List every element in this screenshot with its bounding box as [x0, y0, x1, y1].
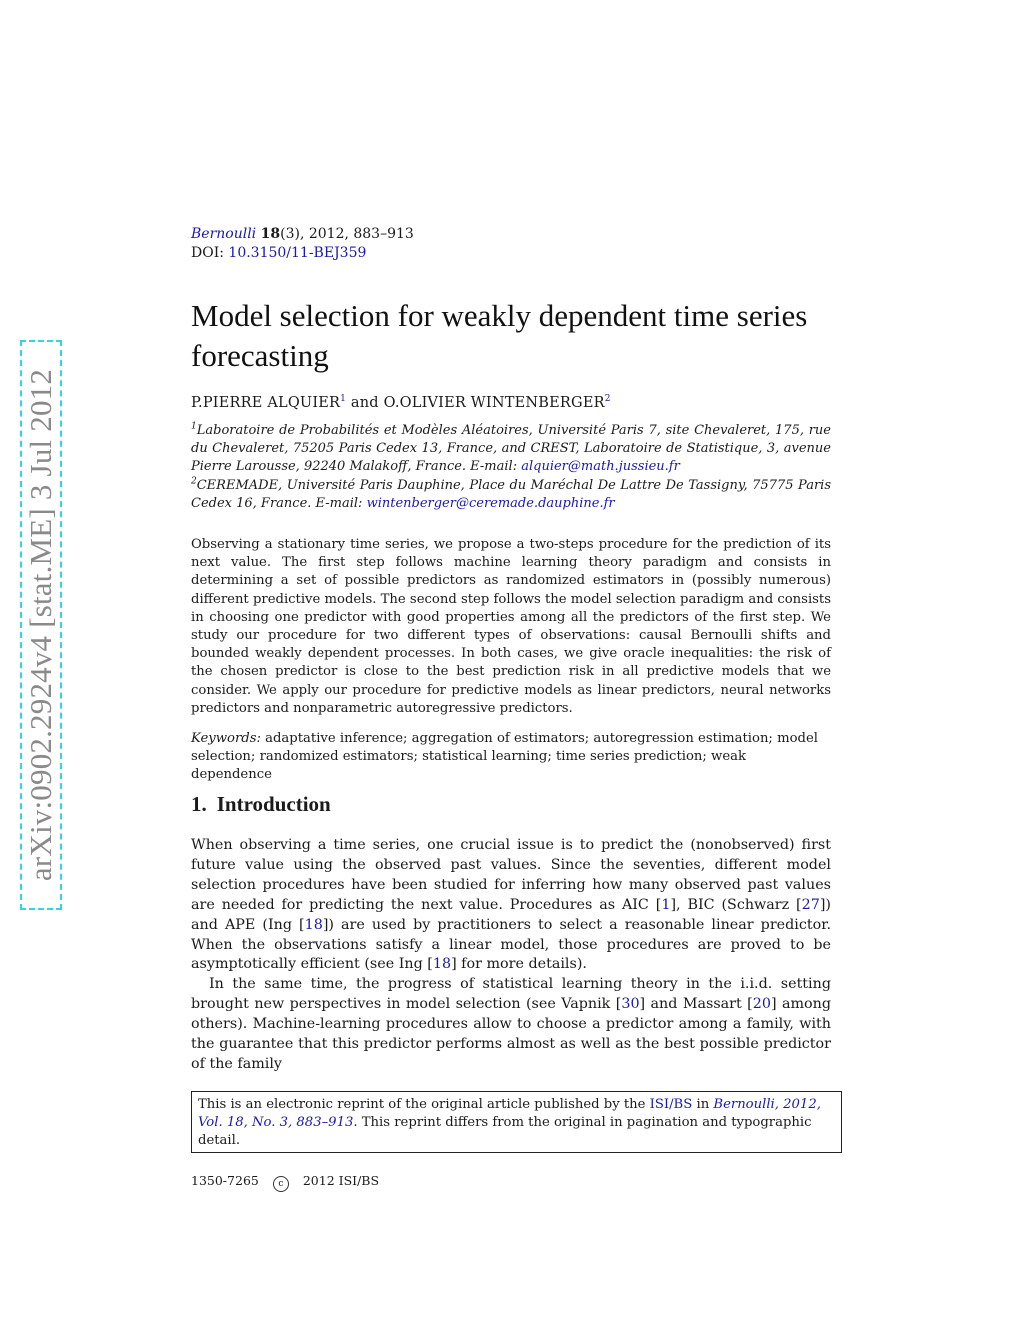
paragraph-text: In the same time, the progress of statistical learning theory in the i.i.d. setting brought new perspectives in model selection (see Vapnik [: [191, 976, 831, 1013]
paragraph-text: When observing a time series, one crucial issue is to predict the (nonobserved) first future value using the observed past values. Since the seventies, different model selection procedures have been studied for inferring how many observed past values are needed for predicting the next value. Procedures as AIC [: [191, 837, 831, 913]
affiliation-text: CEREMADE, Université Paris Dauphine, Place du Maréchal De Lattre De Tassigny, 75775 Paris Cedex 16, France. E-mail:: [191, 477, 831, 511]
doi-link[interactable]: 10.3150/11-BEJ359: [228, 245, 367, 261]
author-name: P.PIERRE ALQUIER: [191, 395, 341, 411]
reprint-text: . This reprint differs from the original in pagination and typographic detail.: [198, 1115, 812, 1149]
intro-paragraph-1: [191, 836, 831, 975]
citation-link[interactable]: 30: [621, 996, 640, 1013]
paper-title: Model selection for weakly dependent time series forecasting: [191, 298, 808, 373]
citation-link[interactable]: 27: [801, 896, 820, 913]
affiliation-2: [191, 477, 831, 513]
paragraph-text: ], BIC (Schwarz [: [670, 896, 802, 913]
citation-link[interactable]: 18: [304, 916, 323, 933]
journal-citation: [191, 224, 414, 244]
author-conjunction: and: [350, 395, 379, 411]
citation-link[interactable]: 18: [432, 956, 452, 973]
publisher-link[interactable]: ISI/BS: [649, 1097, 693, 1112]
keywords: [191, 730, 831, 785]
affiliation-number: 2: [191, 476, 197, 487]
introduction-body: [191, 836, 831, 1075]
original-article-link[interactable]: Bernoulli, 2012, Vol. 18, No. 3, 883–913: [198, 1097, 821, 1131]
affiliation-ref[interactable]: 1: [340, 394, 347, 405]
email-link[interactable]: alquier@math.jussieu.fr: [521, 459, 680, 475]
arxiv-identifier: arXiv:0902.2924v4 [stat.ME] 3 Jul 2012: [23, 368, 58, 882]
affiliation-ref[interactable]: 2: [604, 394, 611, 405]
abstract: Observing a stationary time series, we propose a two-steps procedure for the prediction of its next value. The first step follows machine learning theory paradigm and consists in determining a set of possible predictors as randomized estimators in (possibly numerous) different predictive models. The second step follows the model selection paradigm and consists in choosing one predictor with good properties among all the predictors of the first step. We study our procedure for two different types of observations: causal Bernoulli shifts and bounded weakly dependent processes. In both cases, we give oracle inequalities: the risk of the chosen predictor is close to the best prediction risk in all predictive models that we consider. We apply our procedure for predictive models as linear predictors, neural networks predictors and nonparametric autoregressive predictors.: [191, 537, 831, 716]
paragraph-text: ]) and APE (Ing [: [191, 896, 831, 933]
journal-issue-pages: (3), 2012, 883–913: [280, 226, 414, 242]
journal-volume: 18: [260, 226, 281, 242]
journal-name-link[interactable]: Bernoulli: [191, 226, 257, 242]
section-number: 1.: [191, 792, 207, 816]
paragraph-text: ] among others). Machine-learning procedures allow to choose a predictor among a family, with the guarantee that this predictor performs almost as well as the best possible predictor of the family: [191, 996, 832, 1072]
doi-line: [191, 243, 366, 263]
section-heading: [191, 792, 331, 817]
affiliation-1: [191, 422, 831, 477]
reprint-notice-box: [191, 1091, 842, 1153]
doi-label: DOI:: [191, 245, 224, 261]
keywords-label: Keywords:: [191, 731, 261, 746]
affiliation-text: Laboratoire de Probabilités et Modèles Aléatoires, Université Paris 7, site Chevaleret, 175, rue du Chevaleret, 75205 Paris Cedex 13, France, and CREST, Laboratoire de Statistique, 3, avenue Pierre Larousse, 92240 Malakoff, France. E-mail:: [191, 423, 831, 475]
email-link[interactable]: wintenberger@ceremade.dauphine.fr: [366, 495, 615, 511]
paragraph-text: ] and Massart [: [639, 996, 753, 1013]
paragraph-text: ]) are used by practitioners to select a reasonable linear predictor. When the observations satisfy a linear model, those procedures are proved to be asymptotically efficient (see Ing [: [191, 916, 832, 973]
reprint-text: This is an electronic reprint of the original article published by the: [198, 1097, 650, 1112]
intro-paragraph-2: [191, 975, 831, 1075]
reprint-text: in: [692, 1097, 714, 1112]
citation-link[interactable]: 1: [661, 896, 671, 913]
author-list: [191, 393, 611, 413]
copyright-icon: c: [273, 1176, 289, 1192]
affiliation-number: 1: [191, 421, 197, 432]
copyright-footer: [191, 1172, 379, 1192]
affiliations: [191, 422, 831, 513]
section-title: Introduction: [216, 792, 331, 816]
paragraph-text: ] for more details).: [451, 956, 587, 973]
citation-link[interactable]: 20: [752, 996, 771, 1013]
arxiv-side-stamp: [20, 340, 62, 910]
keywords-text: adaptative inference; aggregation of estimators; autoregression estimation; model selection; randomized estimators; statistical learning; time series prediction; weak dependence: [191, 731, 818, 783]
issn: 1350-7265: [191, 1173, 259, 1188]
author-name: O.OLIVIER WINTENBERGER: [383, 395, 605, 411]
copyright-text: 2012 ISI/BS: [302, 1173, 380, 1188]
